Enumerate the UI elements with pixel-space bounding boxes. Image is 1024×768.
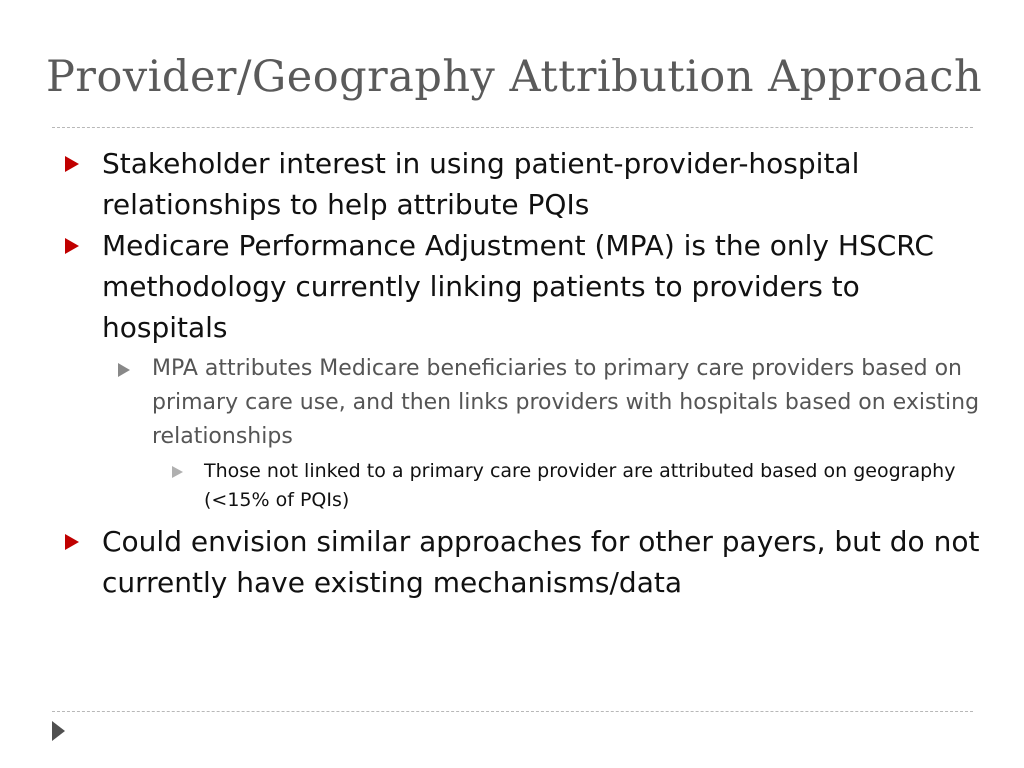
bullet-other-payers [60, 521, 980, 603]
sub-sub-bullet-text: Those not linked to a primary care provider are attributed based on geography (<15% of PQIs) [204, 460, 956, 511]
gray-triangle-bullet-icon [118, 363, 130, 377]
red-triangle-bullet-icon [65, 534, 79, 550]
title-divider [52, 127, 973, 128]
bullet-text: Stakeholder interest in using patient-provider-hospital relationships to help attribute PQIs [102, 147, 860, 221]
red-triangle-bullet-icon [65, 238, 79, 254]
bullet-mpa-methodology [60, 225, 980, 348]
bullet-text: Could envision similar approaches for other payers, but do not currently have existing mechanisms/data [102, 525, 980, 599]
next-slide-arrow-icon[interactable] [52, 721, 65, 741]
footer-divider [52, 711, 973, 712]
sub-sub-bullet-geography [168, 457, 980, 515]
slide-title: Provider/Geography Attribution Approach [46, 52, 983, 102]
light-gray-triangle-bullet-icon [172, 466, 183, 478]
sub-bullet-text: MPA attributes Medicare beneficiaries to primary care providers based on primary care use, and then links providers with hospitals based on existing relationships [152, 356, 980, 449]
red-triangle-bullet-icon [65, 156, 79, 172]
slide-body [60, 143, 980, 603]
sub-bullet-mpa-attribution [114, 352, 980, 454]
bullet-stakeholder-interest [60, 143, 980, 225]
bullet-text: Medicare Performance Adjustment (MPA) is the only HSCRC methodology currently linking patients to providers to hospitals [102, 229, 934, 344]
